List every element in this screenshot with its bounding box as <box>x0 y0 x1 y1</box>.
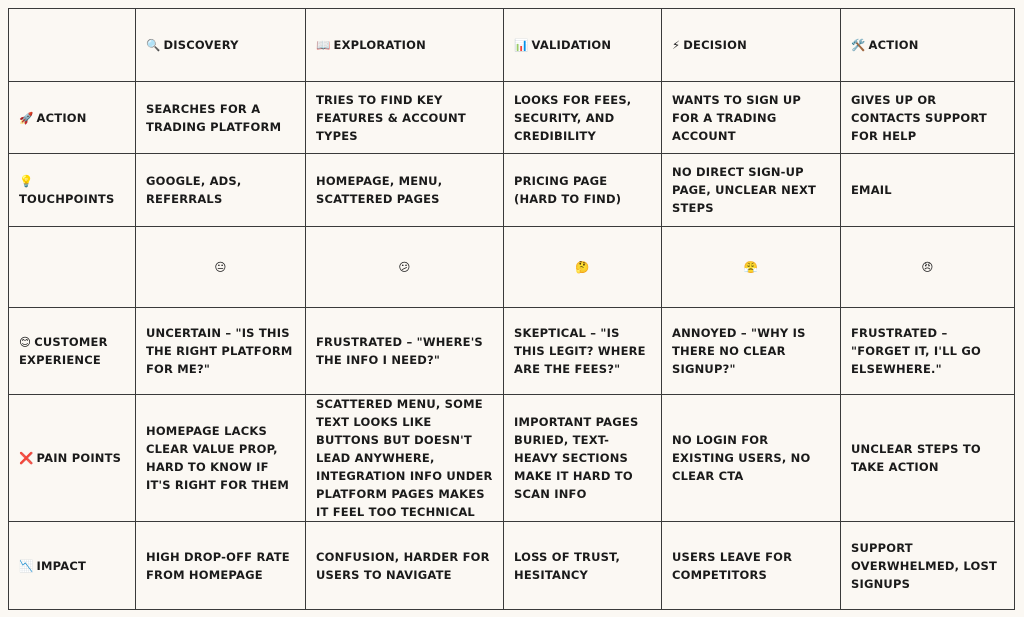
stage-header-decision <box>662 9 841 82</box>
stage-header-action <box>841 9 1015 82</box>
stage-header-exploration <box>306 9 504 82</box>
stage-label: VALIDATION <box>531 38 612 52</box>
tools-icon: 🛠️ <box>851 38 866 52</box>
row-label: CUSTOMER EXPERIENCE <box>19 335 108 367</box>
table-cell: UNCLEAR STEPS TO TAKE ACTION <box>841 395 1015 522</box>
row-header-action <box>9 82 136 154</box>
table-cell: TRIES TO FIND KEY FEATURES & ACCOUNT TYPES <box>306 82 504 154</box>
stage-label: ACTION <box>868 38 919 52</box>
row-label: ACTION <box>36 110 87 125</box>
row-label: TOUCHPOINTS <box>19 192 115 206</box>
table-cell: SCATTERED MENU, SOME TEXT LOOKS LIKE BUTTONS BUT DOESN'T LEAD ANYWHERE, INTEGRATION INFO UNDER PLATFORM PAGES MAKES IT FEEL TOO TECHNICAL <box>306 395 504 522</box>
stage-header-validation <box>504 9 662 82</box>
table-cell: LOOKS FOR FEES, SECURITY, AND CREDIBILITY <box>504 82 662 154</box>
lightning-icon: ⚡ <box>672 38 681 52</box>
bar-chart-icon: 📊 <box>514 38 529 52</box>
table-cell: EMAIL <box>841 154 1015 227</box>
stage-label: DISCOVERY <box>163 38 239 52</box>
table-cell: UNCERTAIN – "IS THIS THE RIGHT PLATFORM FOR ME?" <box>136 308 306 395</box>
table-cell: WANTS TO SIGN UP FOR A TRADING ACCOUNT <box>662 82 841 154</box>
lightbulb-icon: 💡 <box>19 174 34 188</box>
smiling-face-icon: 😊 <box>19 335 32 349</box>
steaming-face-icon: 😤 <box>662 227 841 308</box>
row-header-pain-points <box>9 395 136 522</box>
table-cell: GIVES UP OR CONTACTS SUPPORT FOR HELP <box>841 82 1015 154</box>
table-cell: SEARCHES FOR A TRADING PLATFORM <box>136 82 306 154</box>
table-cell: USERS LEAVE FOR COMPETITORS <box>662 522 841 610</box>
table-cell: HOMEPAGE, MENU, SCATTERED PAGES <box>306 154 504 227</box>
stage-header-row <box>9 9 1015 82</box>
table-cell: PRICING PAGE (HARD TO FIND) <box>504 154 662 227</box>
chart-decreasing-icon: 📉 <box>19 558 34 573</box>
table-cell: NO LOGIN FOR EXISTING USERS, NO CLEAR CTA <box>662 395 841 522</box>
table-cell: HIGH DROP-OFF RATE FROM HOMEPAGE <box>136 522 306 610</box>
rocket-icon: 🚀 <box>19 110 34 125</box>
impact-row <box>9 522 1015 610</box>
row-header-emotion <box>9 227 136 308</box>
book-icon: 📖 <box>316 38 331 52</box>
confused-face-icon: 😕 <box>306 227 504 308</box>
stage-label: DECISION <box>683 38 747 52</box>
pain-points-row <box>9 395 1015 522</box>
customer-journey-table <box>8 8 1015 610</box>
row-header-touchpoints <box>9 154 136 227</box>
thinking-face-icon: 🤔 <box>504 227 662 308</box>
angry-face-icon: 😠 <box>841 227 1015 308</box>
table-cell: NO DIRECT SIGN-UP PAGE, UNCLEAR NEXT STEPS <box>662 154 841 227</box>
stage-label: EXPLORATION <box>333 38 426 52</box>
action-row <box>9 82 1015 154</box>
table-cell: GOOGLE, ADS, REFERRALS <box>136 154 306 227</box>
row-label: IMPACT <box>36 558 87 573</box>
magnifier-icon: 🔍 <box>146 38 161 52</box>
emotion-row <box>9 227 1015 308</box>
table-cell: SUPPORT OVERWHELMED, LOST SIGNUPS <box>841 522 1015 610</box>
table-cell: HOMEPAGE LACKS CLEAR VALUE PROP, HARD TO KNOW IF IT'S RIGHT FOR THEM <box>136 395 306 522</box>
row-header-customer-experience <box>9 308 136 395</box>
table-cell: LOSS OF TRUST, HESITANCY <box>504 522 662 610</box>
table-cell: FRUSTRATED – "WHERE'S THE INFO I NEED?" <box>306 308 504 395</box>
table-cell: SKEPTICAL – "IS THIS LEGIT? WHERE ARE THE FEES?" <box>504 308 662 395</box>
touchpoints-row <box>9 154 1015 227</box>
table-cell: IMPORTANT PAGES BURIED, TEXT-HEAVY SECTIONS MAKE IT HARD TO SCAN INFO <box>504 395 662 522</box>
stage-header-discovery <box>136 9 306 82</box>
table-cell: ANNOYED – "WHY IS THERE NO CLEAR SIGNUP?" <box>662 308 841 395</box>
table-cell: FRUSTRATED – "FORGET IT, I'LL GO ELSEWHERE." <box>841 308 1015 395</box>
cross-mark-icon: ❌ <box>19 451 34 465</box>
neutral-face-icon: 😐 <box>136 227 306 308</box>
journey-map <box>8 8 1015 610</box>
row-label: PAIN POINTS <box>36 451 122 465</box>
row-header-impact <box>9 522 136 610</box>
customer-experience-row <box>9 308 1015 395</box>
corner-cell <box>9 9 136 82</box>
table-cell: CONFUSION, HARDER FOR USERS TO NAVIGATE <box>306 522 504 610</box>
